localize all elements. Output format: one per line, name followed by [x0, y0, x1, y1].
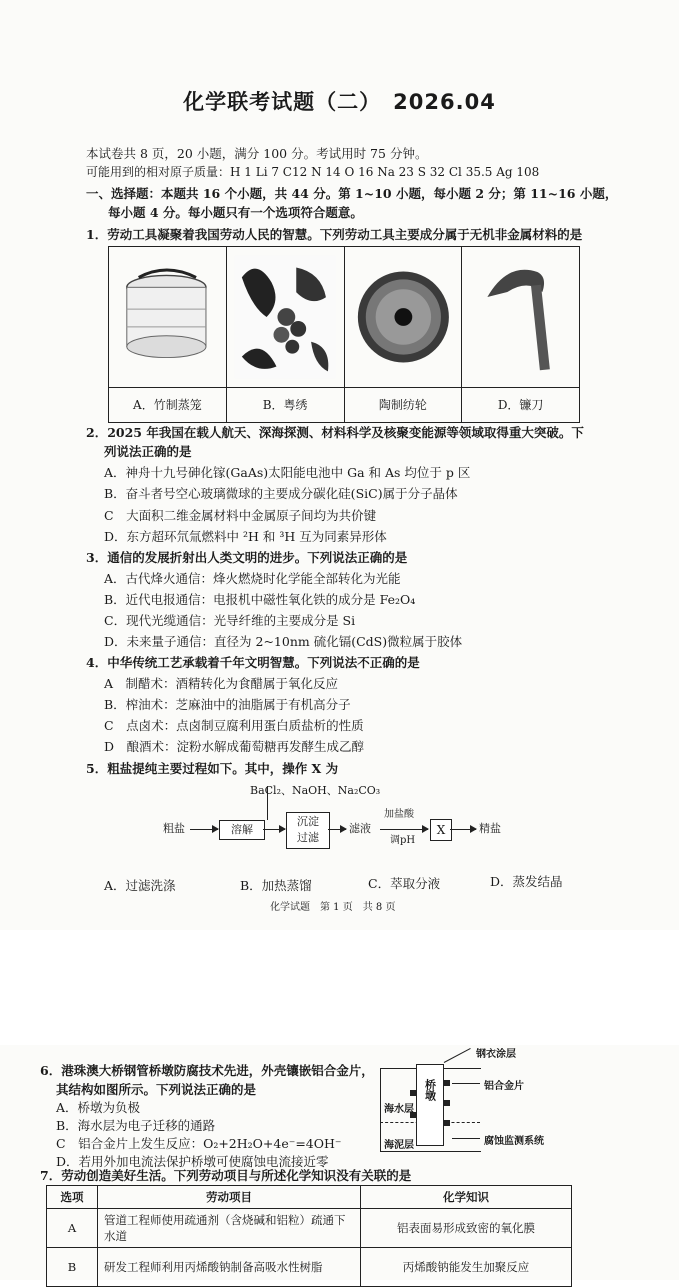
q5-flowchart	[0, 800, 679, 860]
flow-precipitate-box	[286, 812, 330, 849]
section-heading: 一、选择题：本题共 16 个小题，共 44 分。第 1~10 小题，每小题 2 分；第 11~16 小题，	[86, 186, 618, 201]
table-header	[47, 1186, 572, 1209]
flow-acid-label: 加盐酸	[384, 809, 414, 820]
flow-end: 精盐	[479, 822, 501, 835]
flow-arrow	[328, 829, 346, 830]
section-heading-cont: 每小题 4 分。每小题只有一个选项符合题意。	[108, 205, 363, 220]
seawater-label: 海水层	[384, 1104, 414, 1115]
alloy-piece	[444, 1080, 450, 1086]
q2-option-a: A．神舟十九号砷化镓(GaAs)太阳能电池中 Ga 和 As 均位于 p 区	[104, 465, 471, 480]
header-work: 劳动项目	[98, 1186, 361, 1209]
intro-line-2: 可能用到的相对原子质量：H 1 Li 7 C12 N 14 O 16 Na 23 S 32 Cl 35.5 Ag 108	[86, 165, 540, 179]
alloy-piece	[444, 1100, 450, 1106]
page-footer: 化学试题 第 1 页 共 8 页	[270, 902, 396, 913]
q2-option-c: C 大面积二维金属材料中金属原子间均为共价键	[104, 508, 377, 523]
alloy-label: 铝合金片	[484, 1081, 524, 1092]
q3-option-b: B．近代电报通信：电报机中磁性氧化铁的成分是 Fe₂O₄	[104, 592, 416, 607]
spindle-wheel-image	[345, 247, 462, 388]
q6-diagram	[380, 1040, 580, 1152]
page-title: 化学联考试题（二） 2026.04	[183, 89, 496, 114]
flow-filter-label: 过滤	[297, 831, 319, 844]
q2-option-b: B．奋斗者号空心玻璃微球的主要成分碳化硅(SiC)属于分子晶体	[104, 486, 458, 501]
row-knowledge: 丙烯酸钠能发生加聚反应	[361, 1248, 572, 1287]
alloy-piece	[444, 1120, 450, 1126]
q3-option-d: D．未来量子通信：直径为 2~10nm 硫化镉(CdS)微粒属于胶体	[104, 634, 463, 649]
row-option: B	[47, 1248, 98, 1287]
q1-stem: 1．劳动工具凝聚着我国劳动人民的智慧。下列劳动工具主要成分属于无机非金属材料的是	[86, 227, 583, 242]
pier-label: 桥墩	[423, 1079, 437, 1101]
q1-option-d	[462, 247, 579, 422]
q1-option-c	[345, 247, 463, 422]
q4-stem: 4．中华传统工艺承载着千年文明智慧。下列说法不正确的是	[86, 655, 420, 670]
q6-option-c: C 铝合金片上发生反应：O₂+2H₂O+4e⁻=4OH⁻	[56, 1136, 342, 1151]
flow-arrow	[263, 829, 285, 830]
q1-option-b-label: B．粤绣	[262, 398, 308, 412]
flow-arrow	[380, 829, 428, 830]
q7-stem: 7．劳动创造美好生活。下列劳动项目与所述化学知识没有关联的是	[40, 1168, 412, 1183]
callout-line	[452, 1138, 480, 1139]
q5-option-a: A．过滤洗涤	[104, 878, 176, 893]
q6-option-a: A．桥墩为负极	[56, 1100, 141, 1115]
q2-option-d: D．东方超环氘氚燃料中 ²H 和 ³H 互为同素异形体	[104, 529, 387, 544]
q6-option-d: D．若用外加电流法保护桥墩可使腐蚀电流接近零	[56, 1154, 329, 1169]
coating-label: 钢衣涂层	[476, 1049, 516, 1060]
monitor-label: 腐蚀监测系统	[484, 1136, 544, 1147]
q3-stem: 3．通信的发展折射出人类文明的进步。下列说法正确的是	[86, 550, 408, 565]
q2-stem-cont: 列说法正确的是	[104, 444, 192, 459]
row-work: 研发工程师利用丙烯酸钠制备高吸水性树脂	[98, 1248, 361, 1287]
q6-stem: 6．港珠澳大桥钢管桥墩防腐技术先进，外壳镶嵌铝合金片，	[40, 1063, 374, 1078]
q4-option-a: A 制醋术：酒精转化为食醋属于氧化反应	[104, 676, 339, 691]
sickle-image	[462, 247, 579, 388]
q1-option-d-label: D．镰刀	[497, 398, 544, 412]
flow-ph-label: 调pH	[390, 835, 416, 846]
flow-start: 粗盐	[163, 822, 185, 835]
q6-option-b: B．海水层为电子迁移的通路	[56, 1118, 216, 1133]
q3-option-a: A．古代烽火通信：烽火燃烧时化学能全部转化为光能	[104, 571, 401, 586]
table-row	[47, 1209, 572, 1248]
q1-image-row	[108, 246, 580, 423]
callout-line	[452, 1083, 480, 1084]
steamer-image	[109, 247, 226, 388]
q1-option-a	[109, 247, 227, 422]
q1-option-a-label: A．竹制蒸笼	[133, 398, 202, 412]
flow-x-box: X	[430, 819, 452, 841]
callout-line	[444, 1048, 471, 1063]
q5-option-b: B．加热蒸馏	[240, 878, 312, 893]
q7-table	[46, 1185, 572, 1287]
flow-precipitate-label: 沉淀	[297, 815, 319, 828]
header-knowledge: 化学知识	[361, 1186, 572, 1209]
q5-stem: 5．粗盐提纯主要过程如下。其中，操作 X 为	[86, 761, 339, 776]
q3-option-c: C．现代光缆通信：光导纤维的主要成分是 Si	[104, 613, 356, 628]
flow-dissolve-box: 溶解	[219, 820, 265, 840]
q4-option-d: D 酿酒术：淀粉水解成葡萄糖再发酵生成乙醇	[104, 739, 365, 754]
row-option: A	[47, 1209, 98, 1248]
q4-option-b: B．榨油术：芝麻油中的油脂属于有机高分子	[104, 697, 351, 712]
q6-stem-cont: 其结构如图所示。下列说法正确的是	[56, 1082, 257, 1097]
q5-option-d: D．蒸发结晶	[490, 874, 563, 889]
intro-line-1: 本试卷共 8 页，20 小题，满分 100 分。考试用时 75 分钟。	[86, 146, 428, 161]
pier-box	[416, 1064, 444, 1146]
flow-reagent-line	[267, 786, 268, 820]
q5-option-c: C．萃取分液	[368, 876, 441, 891]
q5-reagents: BaCl₂、NaOH、Na₂CO₃	[250, 784, 381, 797]
alloy-piece	[410, 1090, 416, 1096]
q1-option-c-label: 陶制纺轮	[378, 398, 427, 412]
seamud-label: 海泥层	[384, 1140, 414, 1151]
q4-option-c: C 点卤术：点卤制豆腐利用蛋白质盐析的性质	[104, 718, 364, 733]
q1-option-b	[227, 247, 345, 422]
header-option: 选项	[47, 1186, 98, 1209]
table-row	[47, 1248, 572, 1287]
flow-arrow	[450, 829, 476, 830]
embroidery-image	[227, 247, 344, 388]
q2-stem: 2．2025 年我国在载人航天、深海探测、材料科学及核聚变能源等领域取得重大突破。下	[86, 425, 584, 440]
flow-arrow	[190, 829, 218, 830]
row-work: 管道工程师使用疏通剂（含烧碱和铝粒）疏通下水道	[98, 1209, 361, 1248]
row-knowledge: 铝表面易形成致密的氧化膜	[361, 1209, 572, 1248]
flow-filtrate: 滤液	[349, 822, 371, 835]
